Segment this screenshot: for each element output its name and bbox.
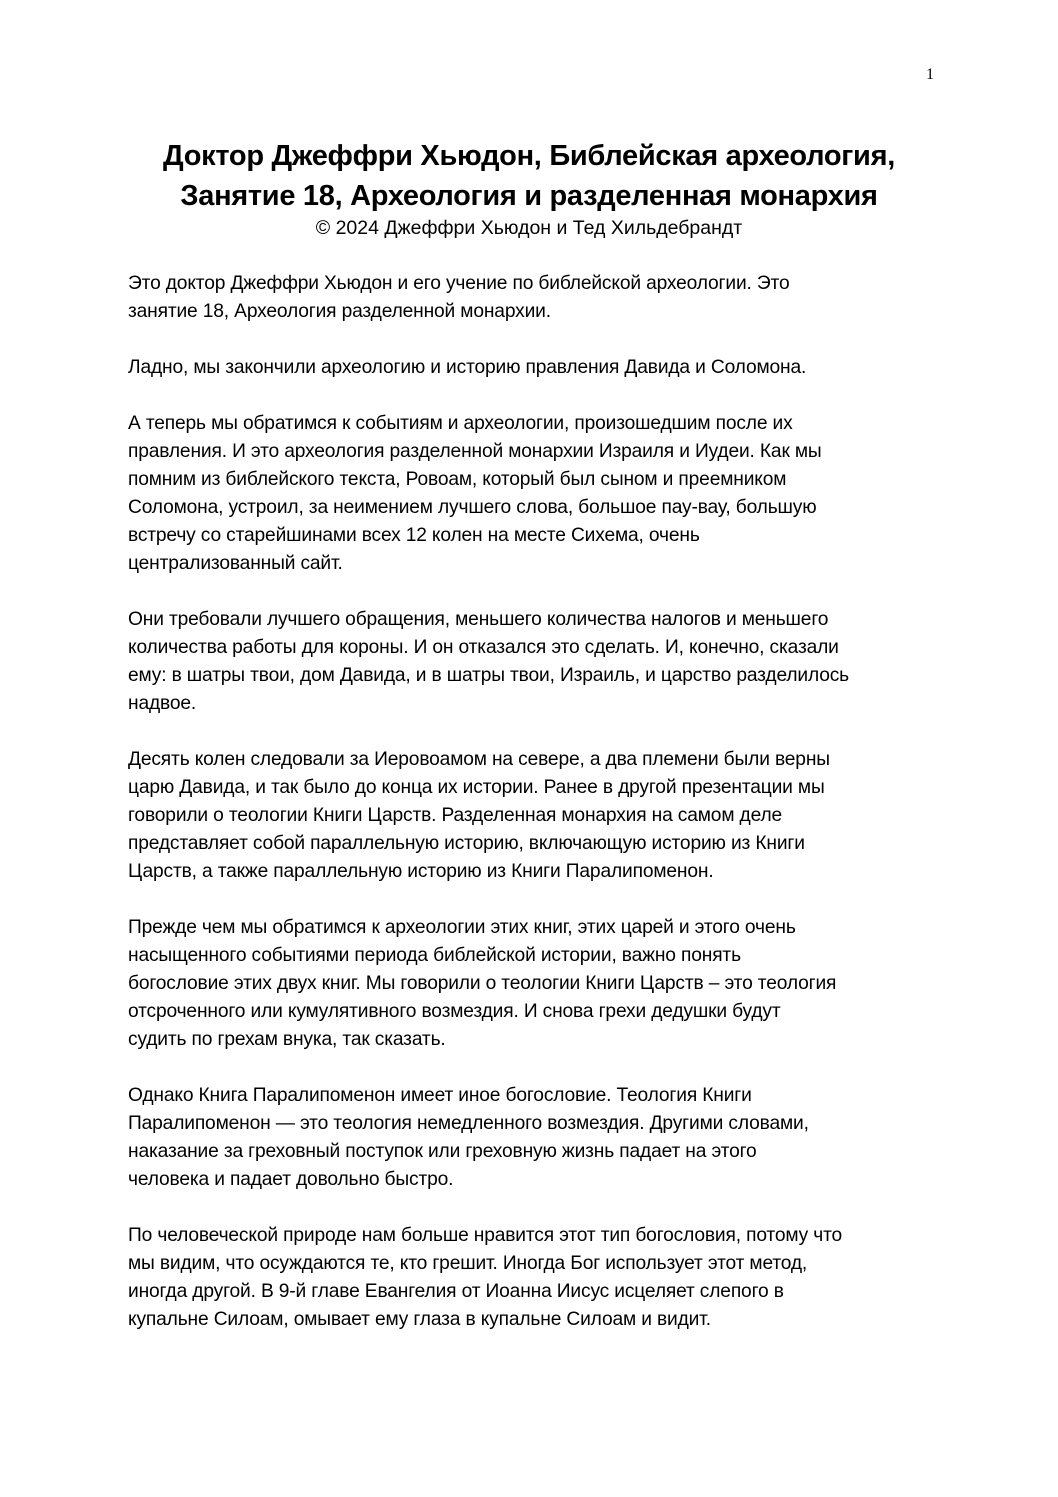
paragraph-line: надвое. <box>128 693 197 714</box>
paragraph-line: купальне Силоам, омывает ему глаза в купальне Силоам и видит. <box>128 1309 711 1330</box>
paragraph-line: мы видим, что осуждаются те, кто грешит. Иногда Бог использует этот метод, <box>128 1253 808 1274</box>
paragraph-1 <box>128 270 938 326</box>
paragraph-line: Это доктор Джеффри Хьюдон и его учение по библейской археологии. Это <box>128 273 790 294</box>
document-body <box>128 270 938 1362</box>
paragraph-line: Однако Книга Паралипоменон имеет иное богословие. Теология Книги <box>128 1085 752 1106</box>
paragraph-line: Они требовали лучшего обращения, меньшего количества налогов и меньшего <box>128 609 829 630</box>
paragraph-line: наказание за греховный поступок или греховную жизнь падает на этого <box>128 1141 757 1162</box>
paragraph-line: говорили о теологии Книги Царств. Разделенная монархия на самом деле <box>128 805 783 826</box>
paragraph-line: Соломона, устроил, за неимением лучшего слова, большое пау-вау, большую <box>128 497 817 518</box>
paragraph-line: централизованный сайт. <box>128 553 343 574</box>
paragraph-line: занятие 18, Археология разделенной монархии. <box>128 301 551 322</box>
title-line-1: Доктор Джеффри Хьюдон, Библейская археология, <box>163 140 895 172</box>
paragraph-line: Ладно, мы закончили археологию и историю правления Давида и Соломона. <box>128 357 807 378</box>
paragraph-5 <box>128 746 938 886</box>
paragraph-8 <box>128 1222 938 1334</box>
paragraph-line: количества работы для короны. И он отказался это сделать. И, конечно, сказали <box>128 637 839 658</box>
paragraph-line: иногда другой. В 9-й главе Евангелия от Иоанна Иисус исцеляет слепого в <box>128 1281 784 1302</box>
paragraph-4 <box>128 606 938 718</box>
paragraph-line: А теперь мы обратимся к событиям и археологии, произошедшим после их <box>128 413 793 434</box>
paragraph-3 <box>128 410 938 578</box>
paragraph-line: судить по грехам внука, так сказать. <box>128 1029 446 1050</box>
paragraph-line: Десять колен следовали за Иеровоамом на севере, а два племени были верны <box>128 749 830 770</box>
paragraph-line: царю Давида, и так было до конца их истории. Ранее в другой презентации мы <box>128 777 825 798</box>
paragraph-line: Царств, а также параллельную историю из Книги Паралипоменон. <box>128 861 714 882</box>
copyright-line: © 2024 Джеффри Хьюдон и Тед Хильдебрандт <box>315 217 743 239</box>
page-number: 1 <box>926 66 934 83</box>
paragraph-line: По человеческой природе нам больше нравится этот тип богословия, потому что <box>128 1225 843 1246</box>
paragraph-2 <box>128 354 938 382</box>
document-header <box>0 136 1058 240</box>
paragraph-line: правления. И это археология разделенной монархии Израиля и Иудеи. Как мы <box>128 441 822 462</box>
paragraph-line: Паралипоменон — это теология немедленного возмездия. Другими словами, <box>128 1113 809 1134</box>
paragraph-line: человека и падает довольно быстро. <box>128 1169 454 1190</box>
paragraph-line: помним из библейского текста, Ровоам, который был сыном и преемником <box>128 469 787 490</box>
paragraph-7 <box>128 1082 938 1194</box>
paragraph-line: представляет собой параллельную историю, включающую историю из Книги <box>128 833 805 854</box>
paragraph-line: ему: в шатры твои, дом Давида, и в шатры твои, Израиль, и царство разделилось <box>128 665 850 686</box>
paragraph-line: насыщенного событиями периода библейской истории, важно понять <box>128 945 741 966</box>
title-line-2: Занятие 18, Археология и разделенная монархия <box>180 180 878 212</box>
paragraph-line: отсроченного или кумулятивного возмездия. И снова грехи дедушки будут <box>128 1001 781 1022</box>
paragraph-6 <box>128 914 938 1054</box>
paragraph-line: встречу со старейшинами всех 12 колен на месте Сихема, очень <box>128 525 700 546</box>
paragraph-line: Прежде чем мы обратимся к археологии этих книг, этих царей и этого очень <box>128 917 796 938</box>
paragraph-line: богословие этих двух книг. Мы говорили о теологии Книги Царств – это теология <box>128 973 837 994</box>
